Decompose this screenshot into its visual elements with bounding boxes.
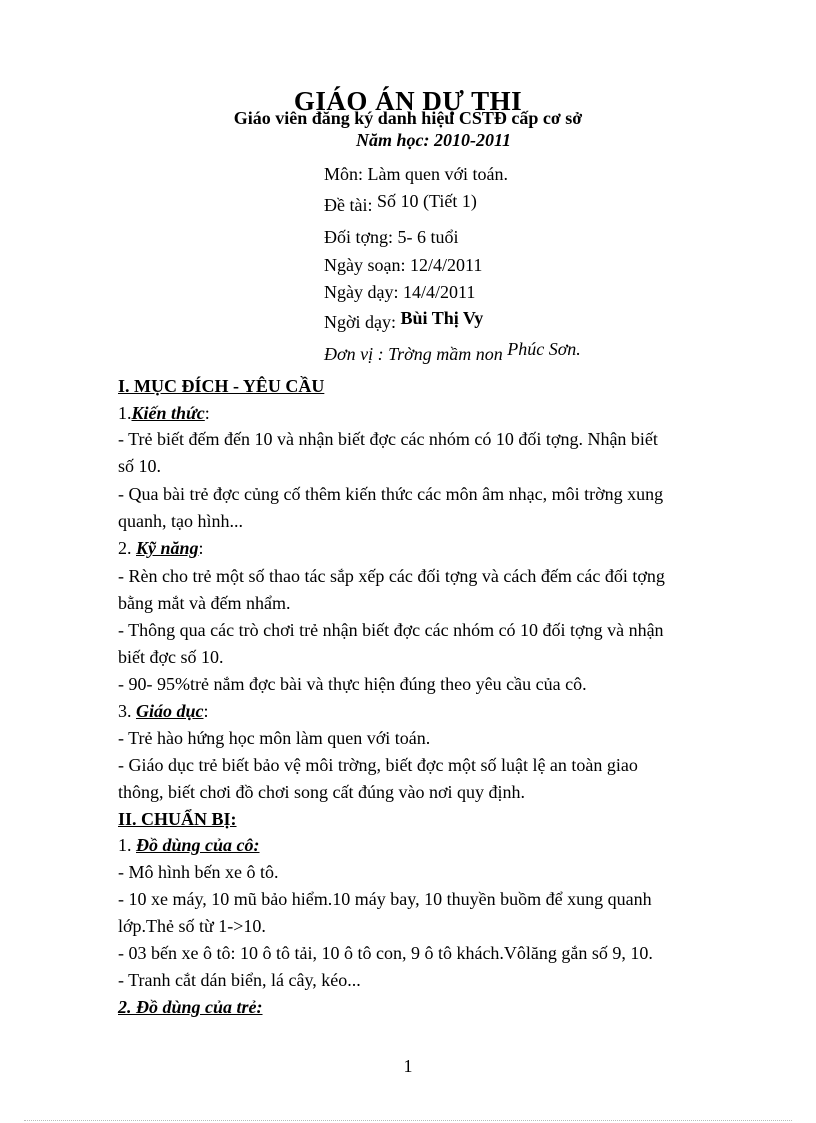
topic-label: Đề tài: bbox=[324, 195, 373, 215]
skills-line: biết đợc số 10. bbox=[118, 647, 224, 667]
skills-line: - 90- 95%trẻ nắm đợc bài và thực hiện đúng theo yêu cầu của cô. bbox=[118, 674, 587, 694]
knowledge-line: quanh, tạo hình... bbox=[118, 511, 243, 531]
prep-date-line: Ngày soạn: 12/4/2011 bbox=[324, 255, 483, 275]
skills-line: bằng mắt và đếm nhẩm. bbox=[118, 593, 291, 613]
skills-title: Kỹ năng bbox=[136, 538, 199, 558]
education-title: Giáo dục bbox=[136, 701, 204, 721]
target-line: Đối tợng: 5- 6 tuổi bbox=[324, 227, 459, 247]
skills-subheading: 2. Kỹ năng: bbox=[118, 538, 204, 558]
teacher-line bbox=[324, 308, 484, 333]
teacher-materials-line: - Mô hình bến xe ô tô. bbox=[118, 862, 279, 882]
document-subtitle: Giáo viên đăng ký danh hiệu CSTĐ cấp cơ sở bbox=[233, 108, 583, 128]
teacher-materials-line: - 10 xe máy, 10 mũ bảo hiểm.10 máy bay, 10 thuyền buồm để xung quanh bbox=[118, 889, 652, 909]
section-2-heading: II. CHUẨN BỊ: bbox=[118, 809, 237, 829]
skills-number: 2. bbox=[118, 538, 132, 558]
section-1-heading: I. MỤC ĐÍCH - YÊU CẦU bbox=[118, 376, 325, 396]
knowledge-line: - Trẻ biết đếm đến 10 và nhận biết đợc các nhóm có 10 đối tợng. Nhận biết bbox=[118, 429, 658, 449]
skills-line: - Thông qua các trò chơi trẻ nhận biết đợc các nhóm có 10 đối tợng và nhận bbox=[118, 620, 664, 640]
teach-date-line: Ngày dạy: 14/4/2011 bbox=[324, 282, 476, 302]
education-line: - Trẻ hào hứng học môn làm quen với toán. bbox=[118, 728, 431, 748]
teacher-materials-title: Đồ dùng của cô: bbox=[136, 835, 260, 855]
teacher-materials-line: - Tranh cắt dán biển, lá cây, kéo... bbox=[118, 970, 361, 990]
education-line: thông, biết chơi đồ chơi song cất đúng vào nơi quy định. bbox=[118, 782, 526, 802]
page-number: 1 bbox=[403, 1056, 413, 1076]
document-title: GIÁO ÁN DỰ THI bbox=[293, 86, 523, 116]
knowledge-number: 1. bbox=[118, 403, 132, 423]
knowledge-line: số 10. bbox=[118, 456, 162, 476]
teacher-label: Ngời dạy: bbox=[324, 312, 397, 332]
unit-value: Phúc Sơn. bbox=[507, 339, 581, 359]
children-materials-subheading: 2. Đồ dùng của trẻ: bbox=[118, 997, 263, 1017]
knowledge-subheading: 1.Kiến thức: bbox=[118, 403, 210, 423]
teacher-materials-line: - 03 bến xe ô tô: 10 ô tô tải, 10 ô tô con, 9 ô tô khách.Vôlăng gắn số 9, 10. bbox=[118, 943, 653, 963]
unit-label: Đơn vị : Trờng mầm non bbox=[324, 344, 503, 364]
knowledge-title: Kiến thức bbox=[131, 403, 205, 423]
teacher-materials-subheading bbox=[118, 835, 260, 856]
knowledge-line: - Qua bài trẻ đợc củng cố thêm kiến thức các môn âm nhạc, môi trờng xung bbox=[118, 484, 664, 504]
skills-line: - Rèn cho trẻ một số thao tác sắp xếp các đối tợng và cách đếm các đối tợng bbox=[118, 566, 665, 586]
page-bottom-divider bbox=[24, 1120, 792, 1121]
education-subheading: 3. Giáo dục: bbox=[118, 701, 209, 721]
school-year: Năm học: 2010-2011 bbox=[356, 130, 511, 150]
teacher-name: Bùi Thị Vy bbox=[400, 308, 484, 328]
topic-line bbox=[324, 191, 477, 216]
subject-line: Môn: Làm quen với toán. bbox=[324, 164, 508, 184]
unit-line bbox=[324, 339, 581, 365]
teacher-materials-number: 1. bbox=[118, 835, 132, 855]
teacher-materials-line: lớp.Thẻ số từ 1->10. bbox=[118, 916, 266, 936]
education-number: 3. bbox=[118, 701, 132, 721]
education-line: - Giáo dục trẻ biết bảo vệ môi trờng, biết đợc một số luật lệ an toàn giao bbox=[118, 755, 638, 775]
topic-value: Số 10 (Tiết 1) bbox=[376, 191, 477, 211]
